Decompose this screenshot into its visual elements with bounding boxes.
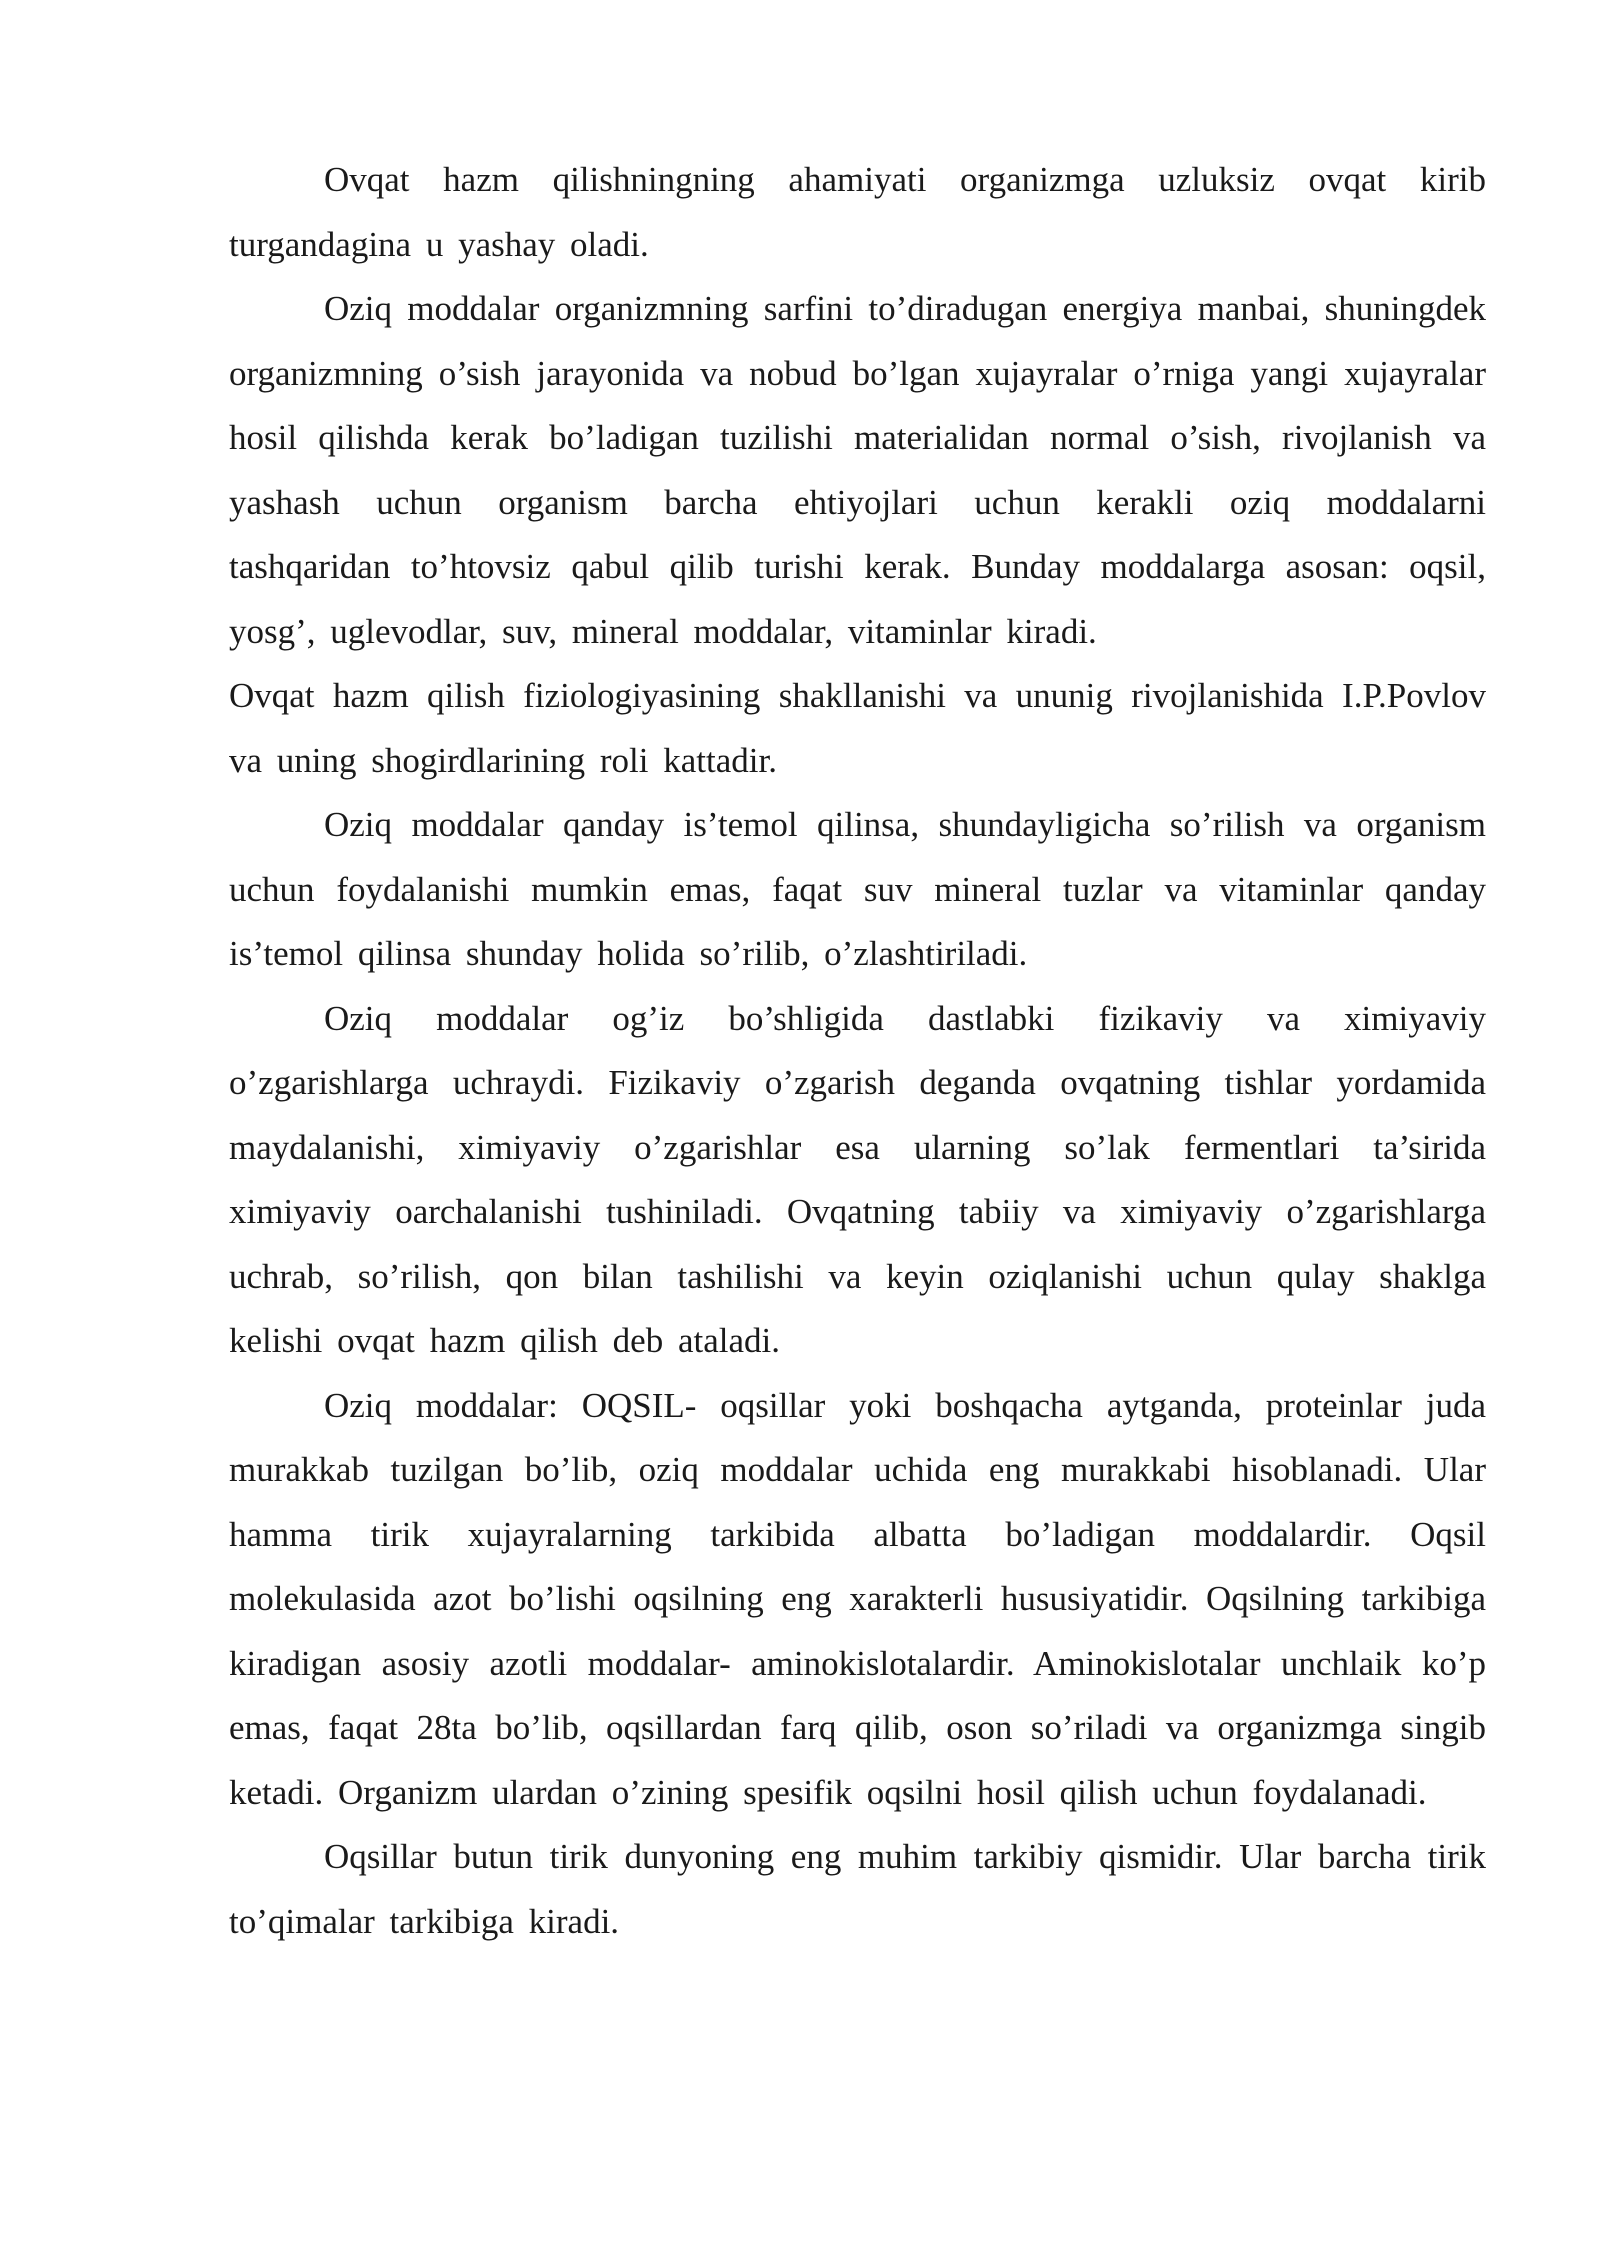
paragraph-3: Ovqat hazm qilish fiziologiyasining shakllanishi va ununig rivojlanishida I.P.Povlov va uning shogirdlarining roli kattadir. [229, 676, 1486, 780]
paragraph-1: Ovqat hazm qilishningning ahamiyati organizmga uzluksiz ovqat kirib turgandagina u yashay oladi. [229, 160, 1486, 264]
paragraph-2: Oziq moddalar organizmning sarfini to’diradugan energiya manbai, shuningdek organizmning o’sish jarayonida va nobud bo’lgan xujayralar o’rniga yangi xujayralar hosil qilishda kerak bo’ladigan tuzilishi materialidan normal o’sish, rivojlanish va yashash uchun organism barcha ehtiyojlari uchun kerakli oziq moddalarni tashqaridan to’htovsiz qabul qilib turishi kerak. Bunday moddalarga asosan: oqsil, yosg’, uglevodlar, suv, mineral moddalar, vitaminlar kiradi. [229, 289, 1486, 651]
paragraph-7: Oqsillar butun tirik dunyoning eng muhim tarkibiy qismidir. Ular barcha tirik to’qimalar tarkibiga kiradi. [229, 1837, 1486, 1941]
paragraph-4: Oziq moddalar qanday is’temol qilinsa, shundayligicha so’rilish va organism uchun foydalanishi mumkin emas, faqat suv mineral tuzlar va vitaminlar qanday is’temol qilinsa shunday holida so’rilib, o’zlashtiriladi. [229, 805, 1486, 973]
document-body [229, 148, 1486, 1954]
paragraph-5: Oziq moddalar og’iz bo’shligida dastlabki fizikaviy va ximiyaviy o’zgarishlarga uchraydi. Fizikaviy o’zgarish deganda ovqatning tishlar yordamida maydalanishi, ximiyaviy o’zgarishlar esa ularning so’lak fermentlari ta’sirida ximiyaviy oarchalanishi tushiniladi. Ovqatning tabiiy va ximiyaviy o’zgarishlarga uchrab, so’rilish, qon bilan tashilishi va keyin oziqlanishi uchun qulay shaklga kelishi ovqat hazm qilish deb ataladi. [229, 998, 1486, 1360]
paragraph-6: Oziq moddalar: OQSIL- oqsillar yoki boshqacha aytganda, proteinlar juda murakkab tuzilgan bo’lib, oziq moddalar uchida eng murakkabi hisoblanadi. Ular hamma tirik xujayralarning tarkibida albatta bo’ladigan moddalardir. Oqsil molekulasida azot bo’lishi oqsilning eng xarakterli hususiyatidir. Oqsilning tarkibiga kiradigan asosiy azotli moddalar- aminokislotalardir. Aminokislotalar unchlaik ko’p emas, faqat 28ta bo’lib, oqsillardan farq qilib, oson so’riladi va organizmga singib ketadi. Organizm ulardan o’zining spesifik oqsilni hosil qilish uchun foydalanadi. [229, 1385, 1486, 1812]
